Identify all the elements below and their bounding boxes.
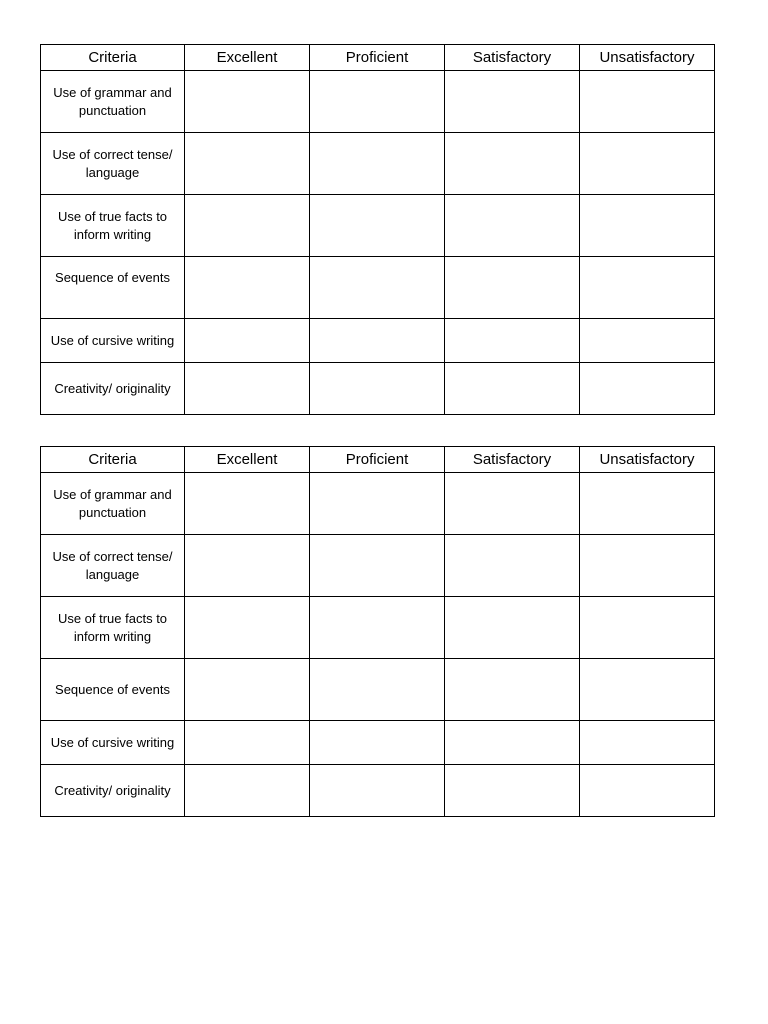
rating-cell[interactable] xyxy=(445,659,580,721)
rating-cell[interactable] xyxy=(445,71,580,133)
header-criteria: Criteria xyxy=(41,45,185,71)
rating-cell[interactable] xyxy=(445,721,580,765)
criteria-label: Use of correct tense/ language xyxy=(41,133,185,195)
table-row xyxy=(41,659,715,721)
rating-cell[interactable] xyxy=(445,133,580,195)
criteria-label: Use of cursive writing xyxy=(41,721,185,765)
rating-cell[interactable] xyxy=(445,363,580,415)
rating-cell[interactable] xyxy=(310,133,445,195)
rating-cell[interactable] xyxy=(580,721,715,765)
table-row xyxy=(41,319,715,363)
table-row xyxy=(41,597,715,659)
rating-cell[interactable] xyxy=(185,765,310,817)
rating-cell[interactable] xyxy=(445,765,580,817)
header-satisfactory: Satisfactory xyxy=(445,447,580,473)
rating-cell[interactable] xyxy=(310,535,445,597)
table-row xyxy=(41,195,715,257)
rating-cell[interactable] xyxy=(445,535,580,597)
criteria-label: Use of correct tense/ language xyxy=(41,535,185,597)
header-unsatisfactory: Unsatisfactory xyxy=(580,45,715,71)
rating-cell[interactable] xyxy=(580,133,715,195)
criteria-label: Sequence of events xyxy=(41,257,185,319)
criteria-label: Use of true facts to inform writing xyxy=(41,597,185,659)
table-row xyxy=(41,473,715,535)
rubric-table-1 xyxy=(40,44,715,415)
rating-cell[interactable] xyxy=(310,659,445,721)
header-satisfactory: Satisfactory xyxy=(445,45,580,71)
table-row xyxy=(41,765,715,817)
rating-cell[interactable] xyxy=(580,195,715,257)
rubric-table-2 xyxy=(40,446,715,817)
rating-cell[interactable] xyxy=(580,765,715,817)
header-proficient: Proficient xyxy=(310,45,445,71)
rating-cell[interactable] xyxy=(445,473,580,535)
criteria-label: Creativity/ originality xyxy=(41,765,185,817)
rating-cell[interactable] xyxy=(185,659,310,721)
rating-cell[interactable] xyxy=(185,363,310,415)
rating-cell[interactable] xyxy=(185,721,310,765)
table-row xyxy=(41,71,715,133)
table-row xyxy=(41,535,715,597)
rating-cell[interactable] xyxy=(580,473,715,535)
table-row xyxy=(41,363,715,415)
header-row xyxy=(41,45,715,71)
rating-cell[interactable] xyxy=(310,319,445,363)
criteria-label: Use of grammar and punctuation xyxy=(41,71,185,133)
rating-cell[interactable] xyxy=(185,535,310,597)
header-criteria: Criteria xyxy=(41,447,185,473)
rating-cell[interactable] xyxy=(310,473,445,535)
rating-cell[interactable] xyxy=(445,257,580,319)
criteria-label: Sequence of events xyxy=(41,659,185,721)
header-unsatisfactory: Unsatisfactory xyxy=(580,447,715,473)
rating-cell[interactable] xyxy=(185,473,310,535)
header-excellent: Excellent xyxy=(185,447,310,473)
rating-cell[interactable] xyxy=(580,319,715,363)
rating-cell[interactable] xyxy=(580,659,715,721)
rating-cell[interactable] xyxy=(580,535,715,597)
rating-cell[interactable] xyxy=(310,195,445,257)
rating-cell[interactable] xyxy=(185,71,310,133)
rating-cell[interactable] xyxy=(185,195,310,257)
rating-cell[interactable] xyxy=(185,319,310,363)
criteria-label: Creativity/ originality xyxy=(41,363,185,415)
criteria-label: Use of cursive writing xyxy=(41,319,185,363)
table-row xyxy=(41,257,715,319)
rating-cell[interactable] xyxy=(310,765,445,817)
rating-cell[interactable] xyxy=(580,71,715,133)
rating-cell[interactable] xyxy=(310,363,445,415)
rating-cell[interactable] xyxy=(185,257,310,319)
rating-cell[interactable] xyxy=(580,597,715,659)
rating-cell[interactable] xyxy=(445,597,580,659)
rating-cell[interactable] xyxy=(185,133,310,195)
rating-cell[interactable] xyxy=(445,195,580,257)
rating-cell[interactable] xyxy=(310,721,445,765)
rating-cell[interactable] xyxy=(310,257,445,319)
rating-cell[interactable] xyxy=(185,597,310,659)
criteria-label: Use of true facts to inform writing xyxy=(41,195,185,257)
table-row xyxy=(41,133,715,195)
rating-cell[interactable] xyxy=(580,363,715,415)
table-row xyxy=(41,721,715,765)
header-proficient: Proficient xyxy=(310,447,445,473)
rating-cell[interactable] xyxy=(580,257,715,319)
rating-cell[interactable] xyxy=(310,597,445,659)
header-row xyxy=(41,447,715,473)
criteria-label: Use of grammar and punctuation xyxy=(41,473,185,535)
header-excellent: Excellent xyxy=(185,45,310,71)
rating-cell[interactable] xyxy=(310,71,445,133)
rating-cell[interactable] xyxy=(445,319,580,363)
